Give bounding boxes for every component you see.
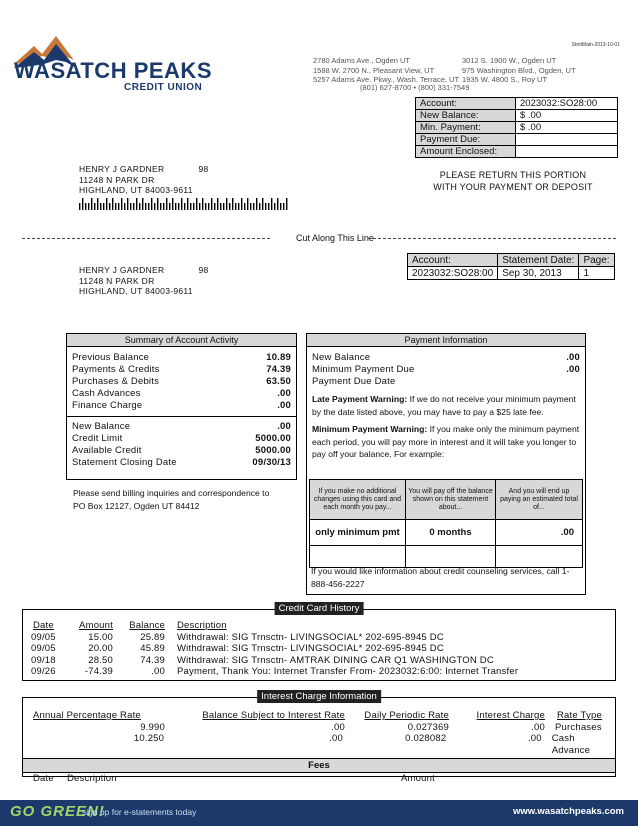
payment-label: Minimum Payment Due — [312, 364, 415, 375]
history-balance: 25.89 — [140, 631, 165, 643]
remit-label: Account: — [416, 98, 516, 110]
summary-row — [67, 400, 296, 412]
remit-value — [516, 134, 618, 146]
summary-label: Credit Limit — [72, 433, 123, 444]
postal-barcode-icon — [79, 198, 289, 210]
interest-apr: 9.990 — [140, 721, 165, 733]
cut-label: Cut Along This Line — [296, 233, 374, 243]
inquiry-line: Please send billing inquiries and correspondence to — [73, 488, 270, 498]
interest-header: Balance Subject to Interest Rate — [202, 710, 345, 721]
addressee-code: 98 — [198, 265, 209, 275]
branch-address: 1935 W. 4800 S., Roy UT — [462, 75, 548, 84]
return-note-line: PLEASE RETURN THIS PORTION — [439, 170, 587, 180]
interest-charge: .00 — [527, 733, 542, 744]
remit-value — [516, 146, 618, 158]
history-header: Balance — [129, 620, 165, 631]
summary-label: Finance Charge — [72, 400, 143, 411]
interest-charge-info — [22, 691, 616, 784]
history-amount: 28.50 — [88, 654, 113, 666]
addressee-code: 98 — [198, 164, 209, 174]
go-green-label: GO GREEN! — [10, 803, 105, 820]
summary-row — [67, 364, 296, 376]
payment-row — [307, 376, 585, 388]
min-table-cell: .00 — [496, 520, 583, 546]
addressee-name: HENRY J GARDNER — [79, 164, 165, 174]
summary-row — [67, 376, 296, 388]
statement-header-table — [407, 253, 615, 280]
branch-address: 5257 Adams Ave. Pkwy., Wash. Terrace, UT — [313, 75, 460, 84]
history-header: Description — [177, 620, 227, 631]
summary-value: 5000.00 — [255, 445, 291, 456]
late-warning-label: Late Payment Warning: — [312, 394, 408, 404]
summary-row — [67, 457, 296, 469]
credit-card-history — [22, 603, 616, 681]
fees-title: Fees — [23, 758, 615, 773]
branch-addresses-right — [462, 56, 576, 85]
interest-header-row — [23, 710, 615, 722]
min-table-cell: 0 months — [406, 520, 496, 546]
history-description: Withdrawal: SIG Trnsctn- LIVINGSOCIAL* 202-695-8945 DC — [177, 631, 444, 643]
history-header-row — [23, 620, 615, 632]
brand-sub: CREDIT UNION — [124, 82, 203, 93]
remit-value: $ .00 — [516, 122, 618, 134]
history-header: Amount — [79, 620, 113, 631]
history-balance: 45.89 — [140, 643, 165, 654]
interest-header: Rate Type — [557, 710, 602, 721]
late-warning — [307, 393, 585, 418]
payment-title: Payment Information — [307, 334, 585, 347]
history-title: Credit Card History — [275, 602, 364, 615]
interest-apr: 10.250 — [133, 733, 165, 744]
summary-label: New Balance — [72, 421, 131, 432]
fees-header: Date — [33, 773, 54, 784]
website-link[interactable]: www.wasatchpeaks.com — [512, 806, 624, 817]
interest-row — [23, 722, 615, 734]
summary-label: Payments & Credits — [72, 364, 160, 375]
min-warning-label: Minimum Payment Warning: — [312, 424, 428, 434]
return-note-line: WITH YOUR PAYMENT OR DEPOSIT — [433, 182, 593, 192]
interest-header: Interest Charge — [476, 710, 545, 721]
min-table-head: You will pay off the balance shown on this statement about... — [406, 480, 496, 520]
interest-row — [23, 733, 615, 756]
remit-account-table — [415, 97, 618, 158]
statement-id: StmtMain-2013-10-01 — [571, 42, 620, 48]
history-description: Withdrawal: SIG Trnsctn- AMTRAK DINING CAR Q1 WASHINGTON DC — [177, 654, 494, 666]
late-warning-text: If we do not receive your minimum payment by the date listed above, you may have to pay a $25 late fee. — [312, 394, 576, 417]
summary-row — [67, 433, 296, 445]
branch-address: 2780 Adams Ave., Ogden UT — [313, 56, 411, 65]
history-date: 09/05 — [31, 643, 56, 654]
min-payment-table — [309, 479, 583, 568]
summary-label: Available Credit — [72, 445, 142, 456]
interest-balance: .00 — [329, 733, 344, 744]
stmt-account: 2023032:SO28:00 — [408, 267, 498, 280]
summary-value: 10.89 — [266, 352, 291, 363]
history-row — [23, 655, 615, 667]
history-balance: 74.39 — [140, 654, 165, 666]
payment-value: .00 — [566, 352, 580, 363]
history-header: Date — [33, 620, 54, 631]
summary-row — [67, 445, 296, 457]
history-balance: .00 — [151, 666, 165, 677]
summary-label: Statement Closing Date — [72, 457, 177, 468]
summary-row — [67, 421, 296, 433]
history-description: Payment, Thank You: Internet Transfer From- 2023032:6:00: Internet Transfer — [177, 666, 519, 677]
cut-dash — [368, 238, 616, 239]
remit-value: $ .00 — [516, 110, 618, 122]
payment-row — [307, 352, 585, 364]
stmt-label: Statement Date: — [498, 254, 579, 267]
summary-value: 09/30/13 — [252, 457, 291, 468]
min-warning — [307, 423, 585, 461]
return-note — [415, 169, 611, 193]
interest-rate-type: Purchases — [555, 721, 602, 733]
history-date: 09/05 — [31, 631, 56, 643]
interest-charge: .00 — [531, 721, 545, 733]
history-date: 09/18 — [31, 654, 56, 666]
summary-title: Summary of Account Activity — [67, 334, 296, 347]
addressee-street: 11248 N PARK DR — [79, 174, 155, 185]
summary-value: .00 — [277, 421, 291, 432]
cut-line — [22, 233, 616, 243]
min-table-cell: only minimum pmt — [310, 520, 406, 546]
history-row — [23, 666, 615, 678]
mailing-address-2 — [79, 265, 209, 297]
stmt-date: Sep 30, 2013 — [498, 267, 579, 280]
summary-value: 5000.00 — [255, 433, 291, 444]
inquiry-note — [73, 487, 269, 512]
inquiry-line: PO Box 12127, Ogden UT 84412 — [73, 500, 200, 511]
history-row — [23, 632, 615, 644]
addressee-name: HENRY J GARDNER — [79, 265, 165, 275]
summary-row — [67, 388, 296, 400]
interest-rate-type: Cash Advance — [551, 733, 591, 756]
fees-header: Description — [67, 773, 117, 784]
history-amount: 15.00 — [88, 631, 113, 643]
stmt-label: Account: — [408, 254, 498, 267]
phone-numbers: (801) 627-8700 • (800) 331-7549 — [360, 83, 470, 92]
summary-value: 63.50 — [266, 376, 291, 387]
remit-label: Payment Due: — [416, 134, 516, 146]
summary-value: 74.39 — [266, 364, 291, 375]
mailing-address — [79, 164, 209, 196]
summary-label: Previous Balance — [72, 352, 150, 363]
summary-value: .00 — [277, 400, 291, 411]
summary-label: Purchases & Debits — [72, 376, 160, 387]
fees-header-row — [23, 773, 615, 785]
branch-address: 1588 W. 2700 N., Pleasant View, UT — [313, 65, 435, 75]
remit-value: 2023032:SO28:00 — [516, 98, 618, 110]
payment-label: Payment Due Date — [312, 376, 396, 387]
payment-value: .00 — [566, 364, 580, 375]
estatement-promo: sign up for e-statements today — [82, 807, 197, 817]
remit-label: New Balance: — [416, 110, 516, 122]
summary-box — [66, 333, 297, 480]
min-table-head: And you will end up paying an estimated total of... — [496, 480, 583, 520]
interest-title: Interest Charge Information — [257, 690, 381, 703]
branch-addresses-left — [313, 56, 459, 85]
addressee-city: HIGHLAND, UT 84003-9611 — [79, 185, 193, 195]
interest-header: Daily Periodic Rate — [364, 710, 449, 721]
interest-daily-rate: 0.028082 — [405, 733, 447, 744]
stmt-label: Page: — [579, 254, 614, 267]
fees-header: Amount — [401, 773, 435, 784]
interest-daily-rate: 0.027369 — [407, 721, 449, 733]
history-description: Withdrawal: SIG Trnsctn- LIVINGSOCIAL* 202-695-8945 DC — [177, 643, 444, 654]
counseling-note: If you would like information about credit counseling services, call 1-888-456-2227 — [311, 566, 570, 589]
brand-name: WASATCH PEAKS — [14, 58, 212, 83]
remit-label: Min. Payment: — [416, 122, 516, 134]
payment-row — [307, 364, 585, 376]
summary-label: Cash Advances — [72, 388, 141, 399]
addressee-city: HIGHLAND, UT 84003-9611 — [79, 286, 193, 296]
history-row — [23, 643, 615, 655]
remit-label: Amount Enclosed: — [416, 146, 516, 158]
summary-value: .00 — [277, 388, 291, 399]
interest-balance: .00 — [331, 721, 345, 733]
branch-address: 975 Washington Blvd., Ogden, UT — [462, 65, 576, 75]
interest-header: Annual Percentage Rate — [33, 710, 141, 721]
history-amount: -74.39 — [84, 666, 113, 677]
summary-divider — [67, 416, 296, 469]
history-date: 09/26 — [31, 666, 56, 677]
addressee-street: 11248 N PARK DR — [79, 275, 155, 286]
branch-address: 3012 S. 1900 W., Ogden UT — [462, 56, 557, 65]
summary-row — [67, 352, 296, 364]
stmt-page: 1 — [579, 267, 614, 280]
cut-dash — [22, 238, 270, 239]
min-warning-text: If you make only the minimum payment each period, you will pay more in interest and it will take you longer to pay off your balance. For example: — [312, 424, 580, 459]
history-amount: 20.00 — [88, 643, 113, 654]
payment-label: New Balance — [312, 352, 371, 363]
min-table-head: If you make no additional changes using this card and each month you pay... — [310, 480, 406, 520]
